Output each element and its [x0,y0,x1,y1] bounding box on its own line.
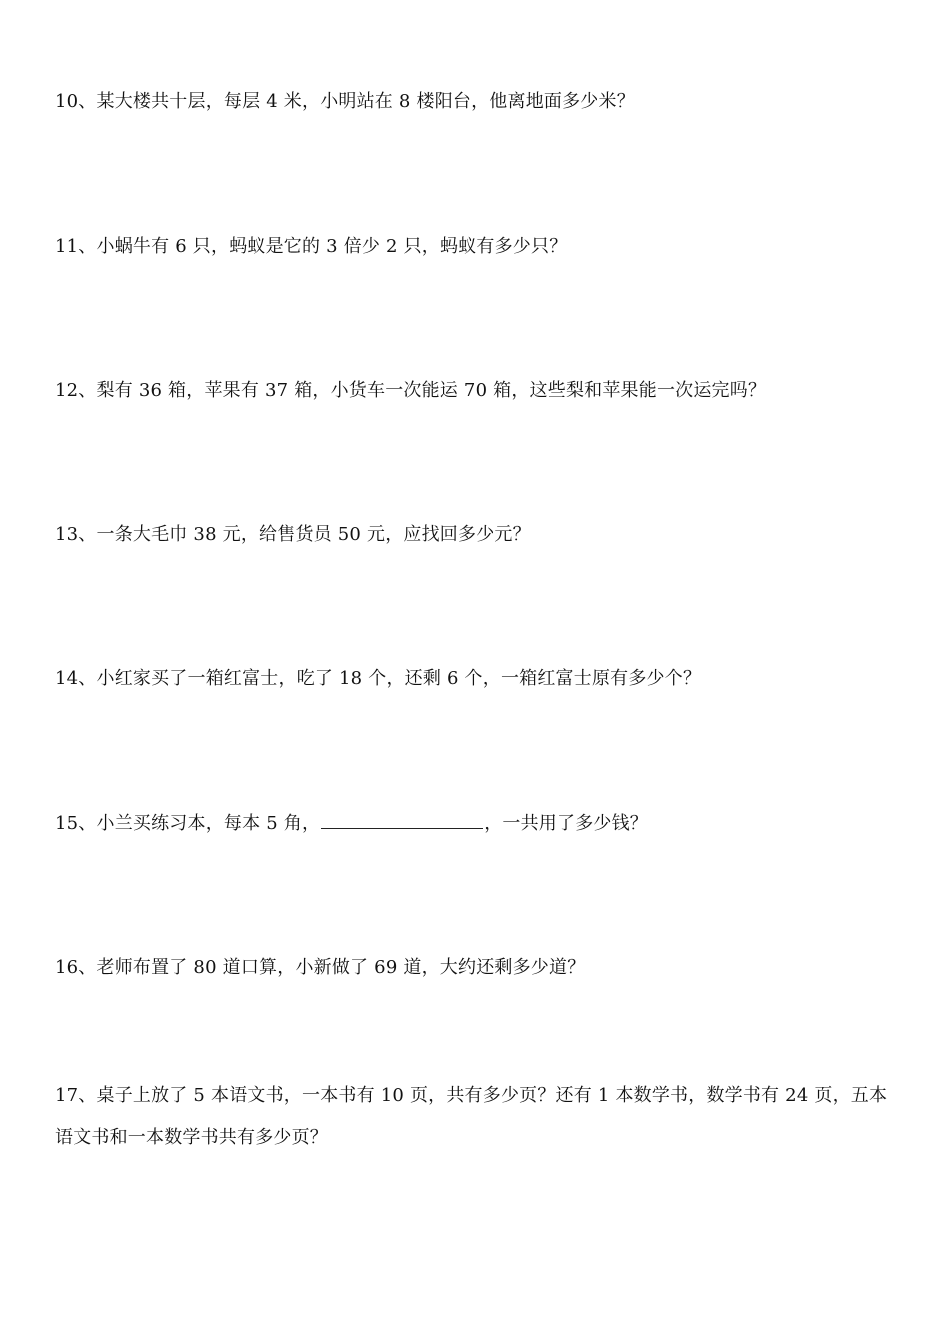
question-15-text-before: 15、小兰买练习本，每本 5 角， [55,813,321,834]
question-11: 11、小蜗牛有 6 只，蚂蚁是它的 3 倍少 2 只，蚂蚁有多少只？ [55,236,568,257]
question-16: 16、老师布置了 80 道口算，小新做了 69 道，大约还剩多少道？ [55,957,586,978]
question-17: 17、桌子上放了 5 本语文书，一本书有 10 页，共有多少页？还有 1 本数学书，数学书有 24 页，五本语文书和一本数学书共有多少页？ [55,1085,888,1148]
question-14: 14、小红家买了一箱红富士，吃了 18 个，还剩 6 个，一箱红富士原有多少个？ [55,668,702,689]
question-13: 13、一条大毛巾 38 元，给售货员 50 元，应找回多少元？ [55,524,531,545]
question-15 [55,803,895,845]
question-15-answer-blank[interactable] [321,810,483,829]
question-15-text-after: ，一共用了多少钱？ [484,813,649,834]
question-10: 10、某大楼共十层，每层 4 米，小明站在 8 楼阳台，他离地面多少米？ [55,91,635,112]
question-12: 12、梨有 36 箱，苹果有 37 箱，小货车一次能运 70 箱，这些梨和苹果能一次运完吗？ [55,380,767,401]
